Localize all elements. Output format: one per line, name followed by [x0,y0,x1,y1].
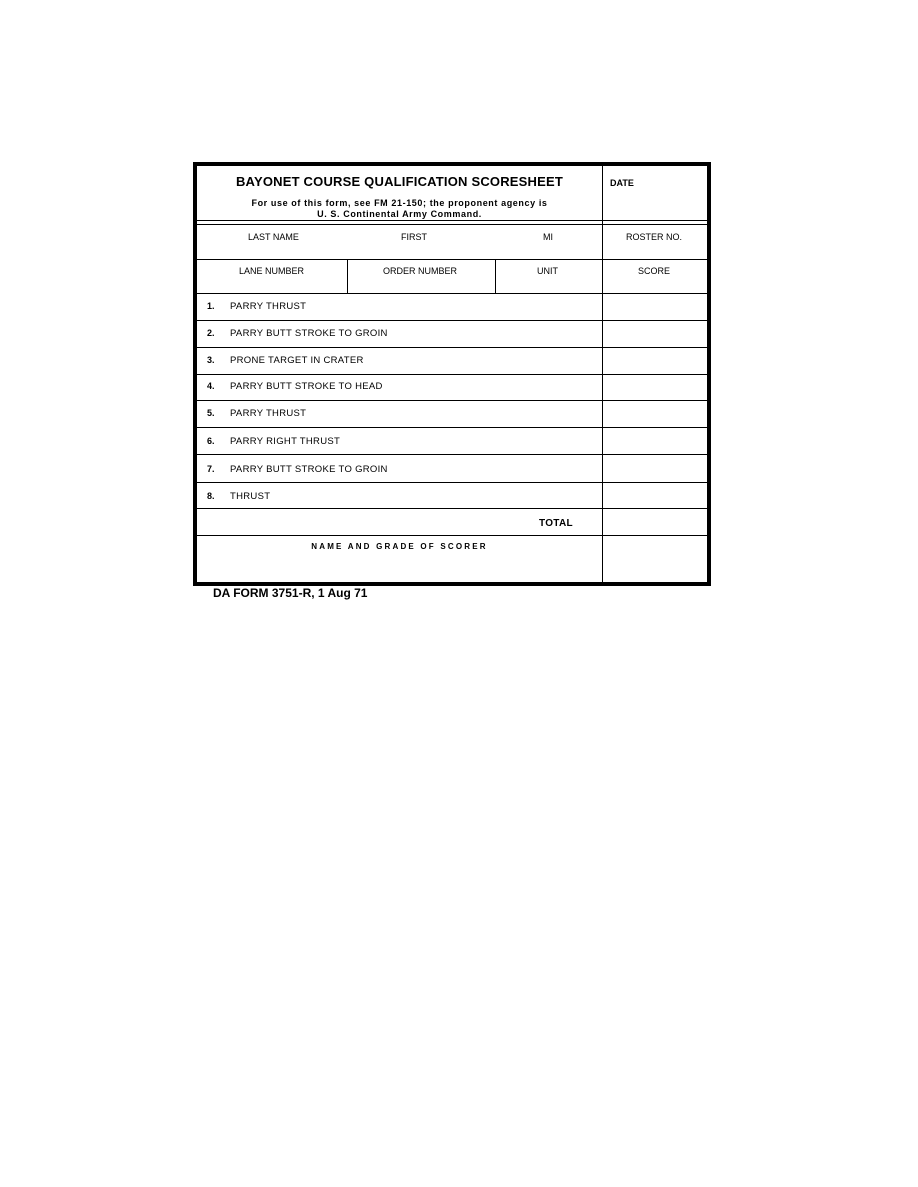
scoresheet-form [193,162,711,586]
lane-number-field[interactable] [197,278,347,293]
item-7-text: PARRY BUTT STROKE TO GROIN [230,464,388,475]
total-score-cell[interactable] [603,509,707,535]
date-field[interactable] [603,190,707,220]
item-2-number: 2. [207,328,215,338]
order-number-label: ORDER NUMBER [383,266,458,276]
form-title: BAYONET COURSE QUALIFICATION SCORESHEET [235,174,564,189]
item-5-text: PARRY THRUST [230,408,307,419]
header-divider-top [197,220,707,221]
header-divider-bottom [197,224,707,225]
item-3-number: 3. [207,355,215,365]
lane-number-label: LANE NUMBER [239,266,305,276]
unit-field[interactable] [496,278,602,293]
first-name-label: FIRST [401,232,427,242]
unit-label: UNIT [537,266,558,276]
total-label: TOTAL [539,518,573,529]
item-8-text: THRUST [230,491,271,502]
item-8-score-cell[interactable] [603,483,707,508]
item-4-score-cell[interactable] [603,375,707,400]
item-8-number: 8. [207,491,215,501]
item-6-score-cell[interactable] [603,428,707,454]
item-4-number: 4. [207,381,215,391]
last-name-label: LAST NAME [248,232,299,242]
name-row-divider [197,259,707,260]
item-1-text: PARRY THRUST [230,301,307,312]
order-number-field[interactable] [348,278,495,293]
scorer-signature-cell[interactable] [603,536,707,582]
form-number: DA FORM 3751-R, 1 Aug 71 [213,586,368,600]
item-1-score-cell[interactable] [603,294,707,320]
form-subtitle-line2: U. S. Continental Army Command. [317,209,482,219]
item-3-text: PRONE TARGET IN CRATER [230,355,364,366]
item-5-score-cell[interactable] [603,401,707,427]
item-2-text: PARRY BUTT STROKE TO GROIN [230,328,388,339]
item-3-score-cell[interactable] [603,348,707,374]
roster-number-label: ROSTER NO. [626,232,683,242]
item-4-text: PARRY BUTT STROKE TO HEAD [230,381,383,392]
item-6-number: 6. [207,436,215,446]
mi-label: MI [543,232,553,242]
score-label: SCORE [638,266,671,276]
item-1-number: 1. [207,301,215,311]
form-subtitle-line1: For use of this form, see FM 21-150; the proponent agency is [251,198,548,208]
item-2-score-cell[interactable] [603,321,707,347]
scorer-label: NAME AND GRADE OF SCORER [311,542,488,551]
name-field[interactable] [197,244,602,259]
item-5-number: 5. [207,408,215,418]
scorer-name-field[interactable] [197,554,602,582]
date-label: DATE [610,178,634,188]
item-7-score-cell[interactable] [603,455,707,482]
item-7-number: 7. [207,464,215,474]
item-6-text: PARRY RIGHT THRUST [230,436,341,447]
roster-number-field[interactable] [603,244,707,259]
